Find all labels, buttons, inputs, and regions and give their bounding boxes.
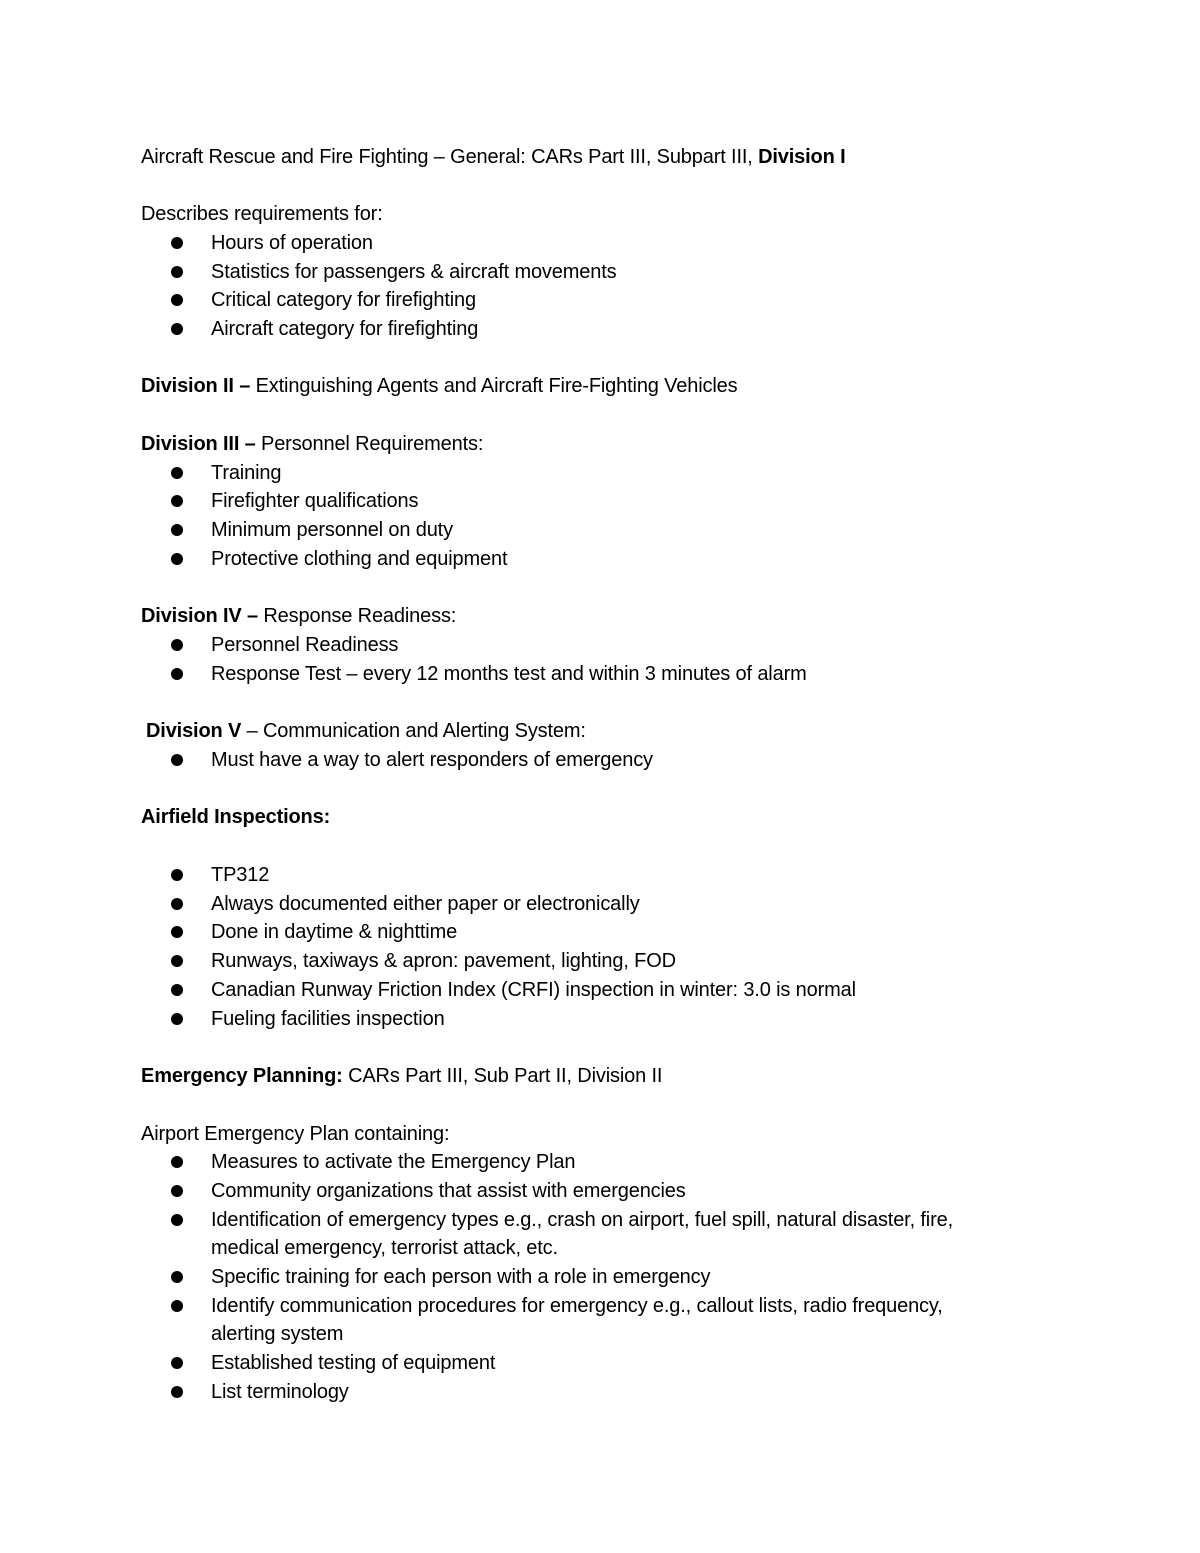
list-item: Identification of emergency types e.g., crash on airport, fuel spill, natural disaster, fire, (211, 1209, 953, 1231)
bullet-icon (171, 266, 183, 278)
emergency-planning-text: CARs Part III, Sub Part II, Division II (342, 1065, 663, 1087)
list-item: Training (211, 462, 282, 484)
bullet-icon (171, 754, 183, 766)
bullet-icon (171, 1386, 183, 1398)
bullet-icon (171, 1357, 183, 1369)
title-line (141, 143, 846, 171)
bullet-icon (171, 955, 183, 967)
list-item: Protective clothing and equipment (211, 548, 508, 570)
bullet-icon (171, 926, 183, 938)
division-5-label: Division V (146, 720, 242, 742)
list-item: List terminology (211, 1381, 349, 1403)
bullet-icon (171, 294, 183, 306)
list-item: Community organizations that assist with emergencies (211, 1180, 686, 1202)
bullet-icon (171, 524, 183, 536)
emergency-planning-label: Emergency Planning: (141, 1065, 343, 1087)
division-5-text: – Communication and Alerting System: (241, 720, 586, 742)
list-item: Specific training for each person with a role in emergency (211, 1266, 711, 1288)
describes-intro: Describes requirements for: (141, 203, 383, 225)
list-item: Firefighter qualifications (211, 490, 419, 512)
list-item: Aircraft category for firefighting (211, 318, 479, 340)
bullet-icon (171, 1300, 183, 1312)
bullet-icon (171, 1013, 183, 1025)
division-4-label: Division IV – (141, 605, 258, 627)
list-item: Response Test – every 12 months test and within 3 minutes of alarm (211, 663, 807, 685)
bullet-icon (171, 467, 183, 479)
list-item-continuation: medical emergency, terrorist attack, etc. (211, 1237, 558, 1259)
bullet-icon (171, 553, 183, 565)
list-item: Identify communication procedures for emergency e.g., callout lists, radio frequency, (211, 1295, 943, 1317)
bullet-icon (171, 984, 183, 996)
division-2-text: Extinguishing Agents and Aircraft Fire-Fighting Vehicles (250, 375, 738, 397)
list-item: Statistics for passengers & aircraft movements (211, 261, 617, 283)
list-item-continuation: alerting system (211, 1323, 344, 1345)
division-2-heading (141, 372, 737, 400)
list-item: Fueling facilities inspection (211, 1008, 445, 1030)
airfield-heading: Airfield Inspections: (141, 806, 331, 828)
list-item: TP312 (211, 864, 270, 886)
bullet-icon (171, 237, 183, 249)
division-4-text: Response Readiness: (257, 605, 457, 627)
bullet-icon (171, 1214, 183, 1226)
bullet-icon (171, 668, 183, 680)
division-3-text: Personnel Requirements: (255, 433, 484, 455)
title-text: Aircraft Rescue and Fire Fighting – General: CARs Part III, Subpart III, (141, 146, 759, 168)
division-5-heading (146, 717, 586, 745)
list-item: Hours of operation (211, 232, 373, 254)
bullet-icon (171, 639, 183, 651)
bullet-icon (171, 898, 183, 910)
division-4-heading (141, 602, 456, 630)
emergency-planning-heading (141, 1062, 662, 1090)
list-item: Runways, taxiways & apron: pavement, lighting, FOD (211, 950, 676, 972)
aep-intro: Airport Emergency Plan containing: (141, 1123, 450, 1145)
bullet-icon (171, 869, 183, 881)
list-item: Established testing of equipment (211, 1352, 496, 1374)
division-3-label: Division III – (141, 433, 256, 455)
bullet-icon (171, 323, 183, 335)
list-item: Always documented either paper or electronically (211, 893, 640, 915)
bullet-icon (171, 1271, 183, 1283)
division-2-label: Division II – (141, 375, 251, 397)
list-item: Critical category for firefighting (211, 289, 477, 311)
bullet-icon (171, 495, 183, 507)
title-division: Division I (758, 146, 846, 168)
bullet-icon (171, 1156, 183, 1168)
bullet-icon (171, 1185, 183, 1197)
list-item: Canadian Runway Friction Index (CRFI) inspection in winter: 3.0 is normal (211, 979, 856, 1001)
list-item: Must have a way to alert responders of emergency (211, 749, 653, 771)
division-3-heading (141, 430, 483, 458)
list-item: Done in daytime & nighttime (211, 921, 458, 943)
list-item: Minimum personnel on duty (211, 519, 453, 541)
list-item: Measures to activate the Emergency Plan (211, 1151, 576, 1173)
list-item: Personnel Readiness (211, 634, 399, 656)
